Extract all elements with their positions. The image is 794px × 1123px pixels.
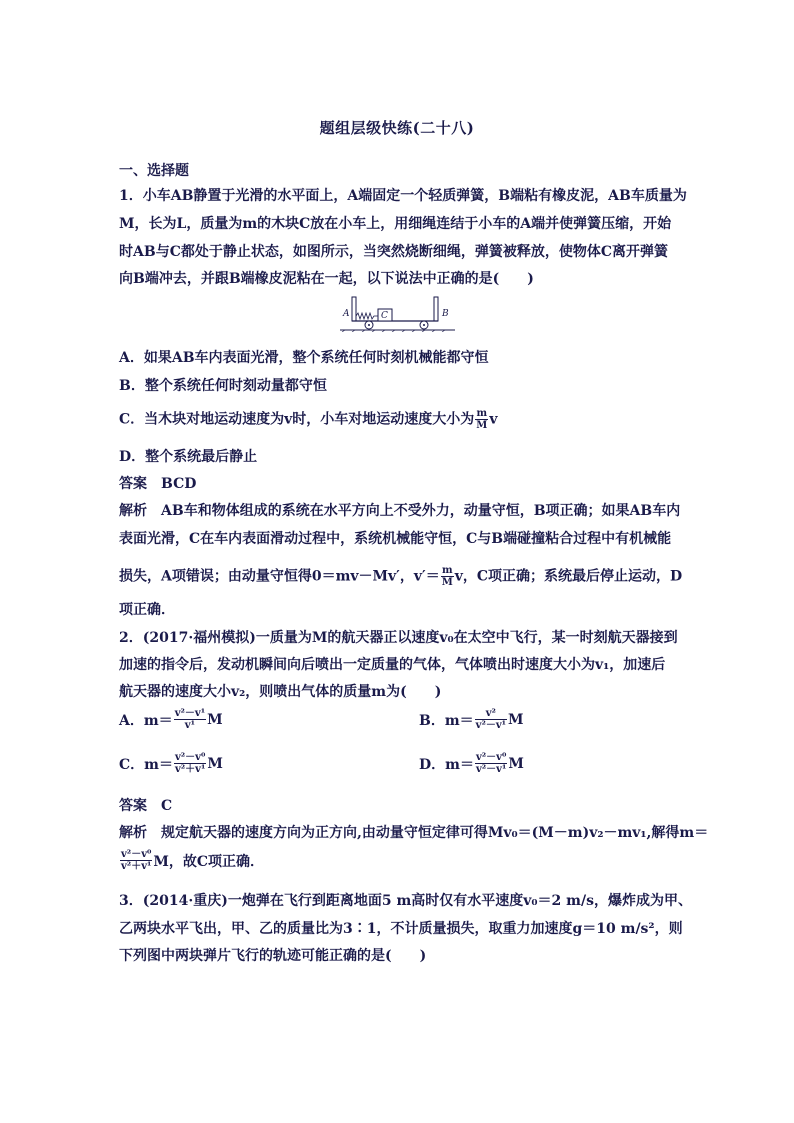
analysis-text: 损失，A项错误；由动量守恒得0＝mv－Mv′，v′＝ (119, 568, 440, 585)
option-suffix: M (508, 711, 524, 728)
option-prefix: B．m＝ (419, 712, 474, 729)
option-fraction (475, 752, 507, 775)
q1-line-3: 时AB与C都处于静止状态，如图所示，当突然烧断细绳，弹簧被释放，使物体C离开弹簧 (119, 244, 668, 260)
option-prefix: D．m＝ (419, 756, 474, 773)
q2-analysis-line-1 (119, 824, 708, 842)
q1-line-1: 1．小车AB静置于光滑的水平面上，A端固定一个轻质弹簧，B端粘有橡皮泥，AB车质量为 (119, 188, 687, 204)
option-fraction (174, 752, 206, 775)
analysis-text: 规定航天器的速度方向为正方向,由动量守恒定律可得Mv₀＝(M－m)v₂－mv₁,解得m＝ (161, 825, 709, 841)
q2-option-c (119, 752, 223, 775)
figure-label-c: C (381, 311, 388, 321)
figure-label-a: A (343, 309, 350, 319)
q1-option-c-fraction (475, 408, 488, 431)
fraction-numerator: v²－v⁰ (475, 752, 507, 763)
analysis-fraction (441, 565, 454, 588)
figure-label-b: B (442, 309, 449, 319)
q1-analysis-line-1 (119, 502, 680, 520)
fraction-denominator: M (476, 420, 488, 431)
q1-option-c (119, 408, 498, 431)
answer-label: 答案 (119, 798, 147, 814)
q2-option-b (419, 708, 524, 731)
fraction-denominator: v²＋v¹ (121, 861, 152, 872)
fraction-numerator: m (476, 408, 488, 419)
q1-analysis-line-4: 项正确． (119, 602, 175, 618)
analysis-fraction (120, 849, 152, 872)
option-suffix: M (508, 755, 524, 772)
q1-line-4: 向B端冲去，并跟B端橡皮泥粘在一起，以下说法中正确的是( ) (119, 271, 534, 287)
option-suffix: M (207, 755, 223, 772)
q2-option-a (119, 708, 223, 731)
fraction-numerator: m (441, 565, 453, 576)
fraction-denominator: M (441, 577, 453, 588)
analysis-text: M，故C项正确． (153, 853, 265, 870)
answer-label: 答案 (119, 476, 147, 492)
analysis-label: 解析 (119, 825, 147, 841)
answer-value: C (161, 798, 173, 814)
section-heading: 一、选择题 (119, 163, 189, 179)
q3-line-1: 3．(2014·重庆)一炮弹在飞行到距离地面5 m高时仅有水平速度v₀＝2 m/s，爆炸成为甲、 (119, 893, 692, 909)
fraction-denominator: v²－v¹ (475, 720, 507, 731)
q2-answer (119, 797, 172, 815)
fraction-denominator: v²＋v¹ (174, 764, 206, 775)
option-prefix: A．m＝ (119, 712, 173, 729)
q1-analysis-line-3 (119, 565, 682, 588)
q2-line-3: 航天器的速度大小v₂，则喷出气体的质量m为( ) (119, 684, 442, 700)
option-fraction (475, 708, 507, 731)
q3-line-3: 下列图中两块弹片飞行的轨迹可能正确的是( ) (119, 948, 427, 964)
q2-analysis-line-2 (119, 849, 264, 872)
page-title: 题组层级快练(二十八) (319, 119, 475, 137)
analysis-text: AB车和物体组成的系统在水平方向上不受外力，动量守恒，B项正确；如果AB车内 (161, 503, 681, 519)
analysis-text: v，C项正确；系统最后停止运动，D (454, 568, 683, 585)
q1-line-2: M，长为L，质量为m的木块C放在小车上，用细绳连结于小车的A端并使弹簧压缩，开始 (119, 216, 672, 232)
q1-analysis-line-2: 表面光滑，C在车内表面滑动过程中，系统机械能守恒，C与B端碰撞粘合过程中有机械能 (119, 531, 672, 547)
q1-option-b: B．整个系统任何时刻动量都守恒 (119, 378, 327, 394)
q1-answer (119, 475, 196, 493)
q3-line-2: 乙两块水平飞出，甲、乙的质量比为3∶1，不计质量损失，取重力加速度g＝10 m/s²，则 (119, 921, 683, 937)
q2-line-1: 2．(2017·福州模拟)一质量为M的航天器正以速度v₀在太空中飞行，某一时刻航天器接到 (119, 630, 678, 646)
option-suffix: M (207, 711, 223, 728)
q1-option-a: A．如果AB车内表面光滑，整个系统任何时刻机械能都守恒 (119, 350, 489, 366)
answer-value: BCD (161, 476, 197, 492)
q2-line-2: 加速的指令后，发动机瞬间向后喷出一定质量的气体，气体喷出时速度大小为v₁，加速后 (119, 657, 666, 673)
analysis-label: 解析 (119, 503, 147, 519)
fraction-numerator: v²－v⁰ (174, 752, 206, 763)
option-fraction (174, 708, 206, 731)
fraction-denominator: v²－v¹ (475, 764, 507, 775)
q1-option-c-text: C．当木块对地运动速度为v时，小车对地运动速度大小为 (119, 411, 475, 428)
cart-spring-figure (340, 294, 455, 332)
fraction-denominator: v¹ (184, 720, 195, 731)
q1-option-d: D．整个系统最后静止 (119, 449, 258, 465)
option-prefix: C．m＝ (119, 756, 173, 773)
q2-option-d (419, 752, 524, 775)
fraction-numerator: v² (475, 708, 507, 720)
fraction-numerator: v²－v⁰ (121, 849, 152, 860)
fraction-numerator: v²－v¹ (174, 708, 206, 719)
q1-option-c-suffix: v (489, 411, 498, 428)
